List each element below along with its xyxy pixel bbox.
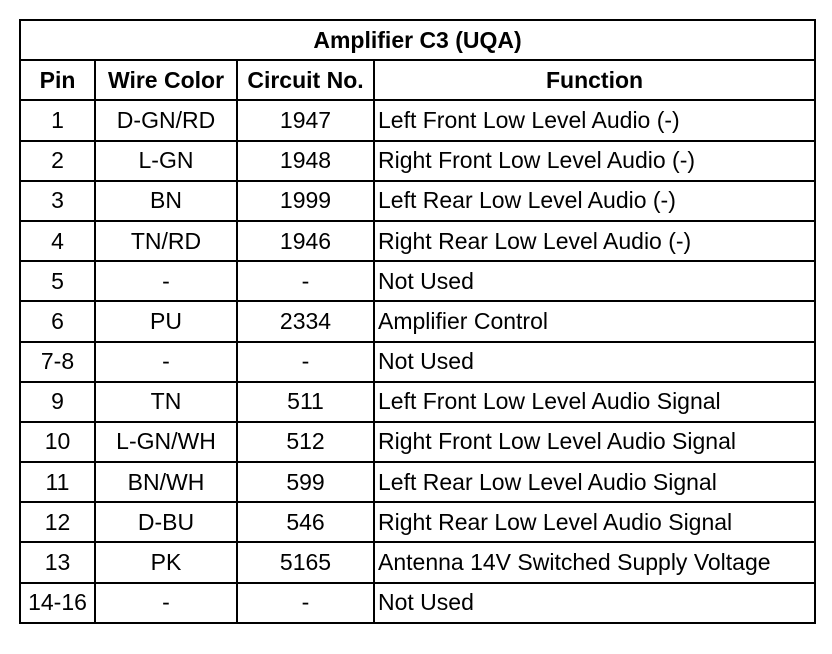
table-row: [20, 583, 815, 623]
table-row: [20, 141, 815, 181]
header-pin: Pin: [20, 60, 95, 100]
pin-cell: 3: [20, 181, 95, 221]
title-row: [20, 20, 815, 60]
wire-color-cell: D-BU: [95, 502, 237, 542]
header-function: Function: [374, 60, 815, 100]
function-cell: Left Front Low Level Audio Signal: [374, 382, 815, 422]
wire-color-cell: TN/RD: [95, 221, 237, 261]
wire-color-cell: TN: [95, 382, 237, 422]
pin-cell: 11: [20, 462, 95, 502]
pin-cell: 2: [20, 141, 95, 181]
circuit-number-cell: 512: [237, 422, 374, 462]
pin-cell: 6: [20, 301, 95, 341]
function-cell: Not Used: [374, 583, 815, 623]
table-row: [20, 502, 815, 542]
circuit-number-cell: -: [237, 342, 374, 382]
wire-color-cell: PU: [95, 301, 237, 341]
table-row: [20, 462, 815, 502]
pin-cell: 7-8: [20, 342, 95, 382]
pin-cell: 12: [20, 502, 95, 542]
header-circuit-number: Circuit No.: [237, 60, 374, 100]
wire-color-cell: L-GN: [95, 141, 237, 181]
circuit-number-cell: 599: [237, 462, 374, 502]
table-row: [20, 382, 815, 422]
pin-cell: 1: [20, 100, 95, 140]
pin-cell: 4: [20, 221, 95, 261]
pin-cell: 13: [20, 542, 95, 582]
function-cell: Right Rear Low Level Audio Signal: [374, 502, 815, 542]
pin-cell: 5: [20, 261, 95, 301]
circuit-number-cell: 511: [237, 382, 374, 422]
connector-pinout-table: [19, 19, 816, 624]
wire-color-cell: -: [95, 261, 237, 301]
function-cell: Left Rear Low Level Audio (-): [374, 181, 815, 221]
wire-color-cell: BN: [95, 181, 237, 221]
function-cell: Amplifier Control: [374, 301, 815, 341]
circuit-number-cell: 1946: [237, 221, 374, 261]
table-title: Amplifier C3 (UQA): [20, 20, 815, 60]
circuit-number-cell: 1947: [237, 100, 374, 140]
circuit-number-cell: 1948: [237, 141, 374, 181]
wire-color-cell: -: [95, 583, 237, 623]
circuit-number-cell: 2334: [237, 301, 374, 341]
circuit-number-cell: 1999: [237, 181, 374, 221]
pin-cell: 9: [20, 382, 95, 422]
circuit-number-cell: -: [237, 583, 374, 623]
circuit-number-cell: 546: [237, 502, 374, 542]
wire-color-cell: D-GN/RD: [95, 100, 237, 140]
table-row: [20, 422, 815, 462]
table-row: [20, 221, 815, 261]
table-row: [20, 301, 815, 341]
function-cell: Right Rear Low Level Audio (-): [374, 221, 815, 261]
table-row: [20, 181, 815, 221]
pin-cell: 14-16: [20, 583, 95, 623]
function-cell: Right Front Low Level Audio (-): [374, 141, 815, 181]
wire-color-cell: PK: [95, 542, 237, 582]
circuit-number-cell: 5165: [237, 542, 374, 582]
header-row: [20, 60, 815, 100]
function-cell: Left Rear Low Level Audio Signal: [374, 462, 815, 502]
pin-cell: 10: [20, 422, 95, 462]
function-cell: Not Used: [374, 342, 815, 382]
circuit-number-cell: -: [237, 261, 374, 301]
function-cell: Not Used: [374, 261, 815, 301]
wire-color-cell: BN/WH: [95, 462, 237, 502]
table-row: [20, 342, 815, 382]
wire-color-cell: L-GN/WH: [95, 422, 237, 462]
function-cell: Antenna 14V Switched Supply Voltage: [374, 542, 815, 582]
table-body: [20, 100, 815, 622]
table-row: [20, 542, 815, 582]
table-row: [20, 100, 815, 140]
wire-color-cell: -: [95, 342, 237, 382]
table-row: [20, 261, 815, 301]
header-wire-color: Wire Color: [95, 60, 237, 100]
function-cell: Left Front Low Level Audio (-): [374, 100, 815, 140]
function-cell: Right Front Low Level Audio Signal: [374, 422, 815, 462]
